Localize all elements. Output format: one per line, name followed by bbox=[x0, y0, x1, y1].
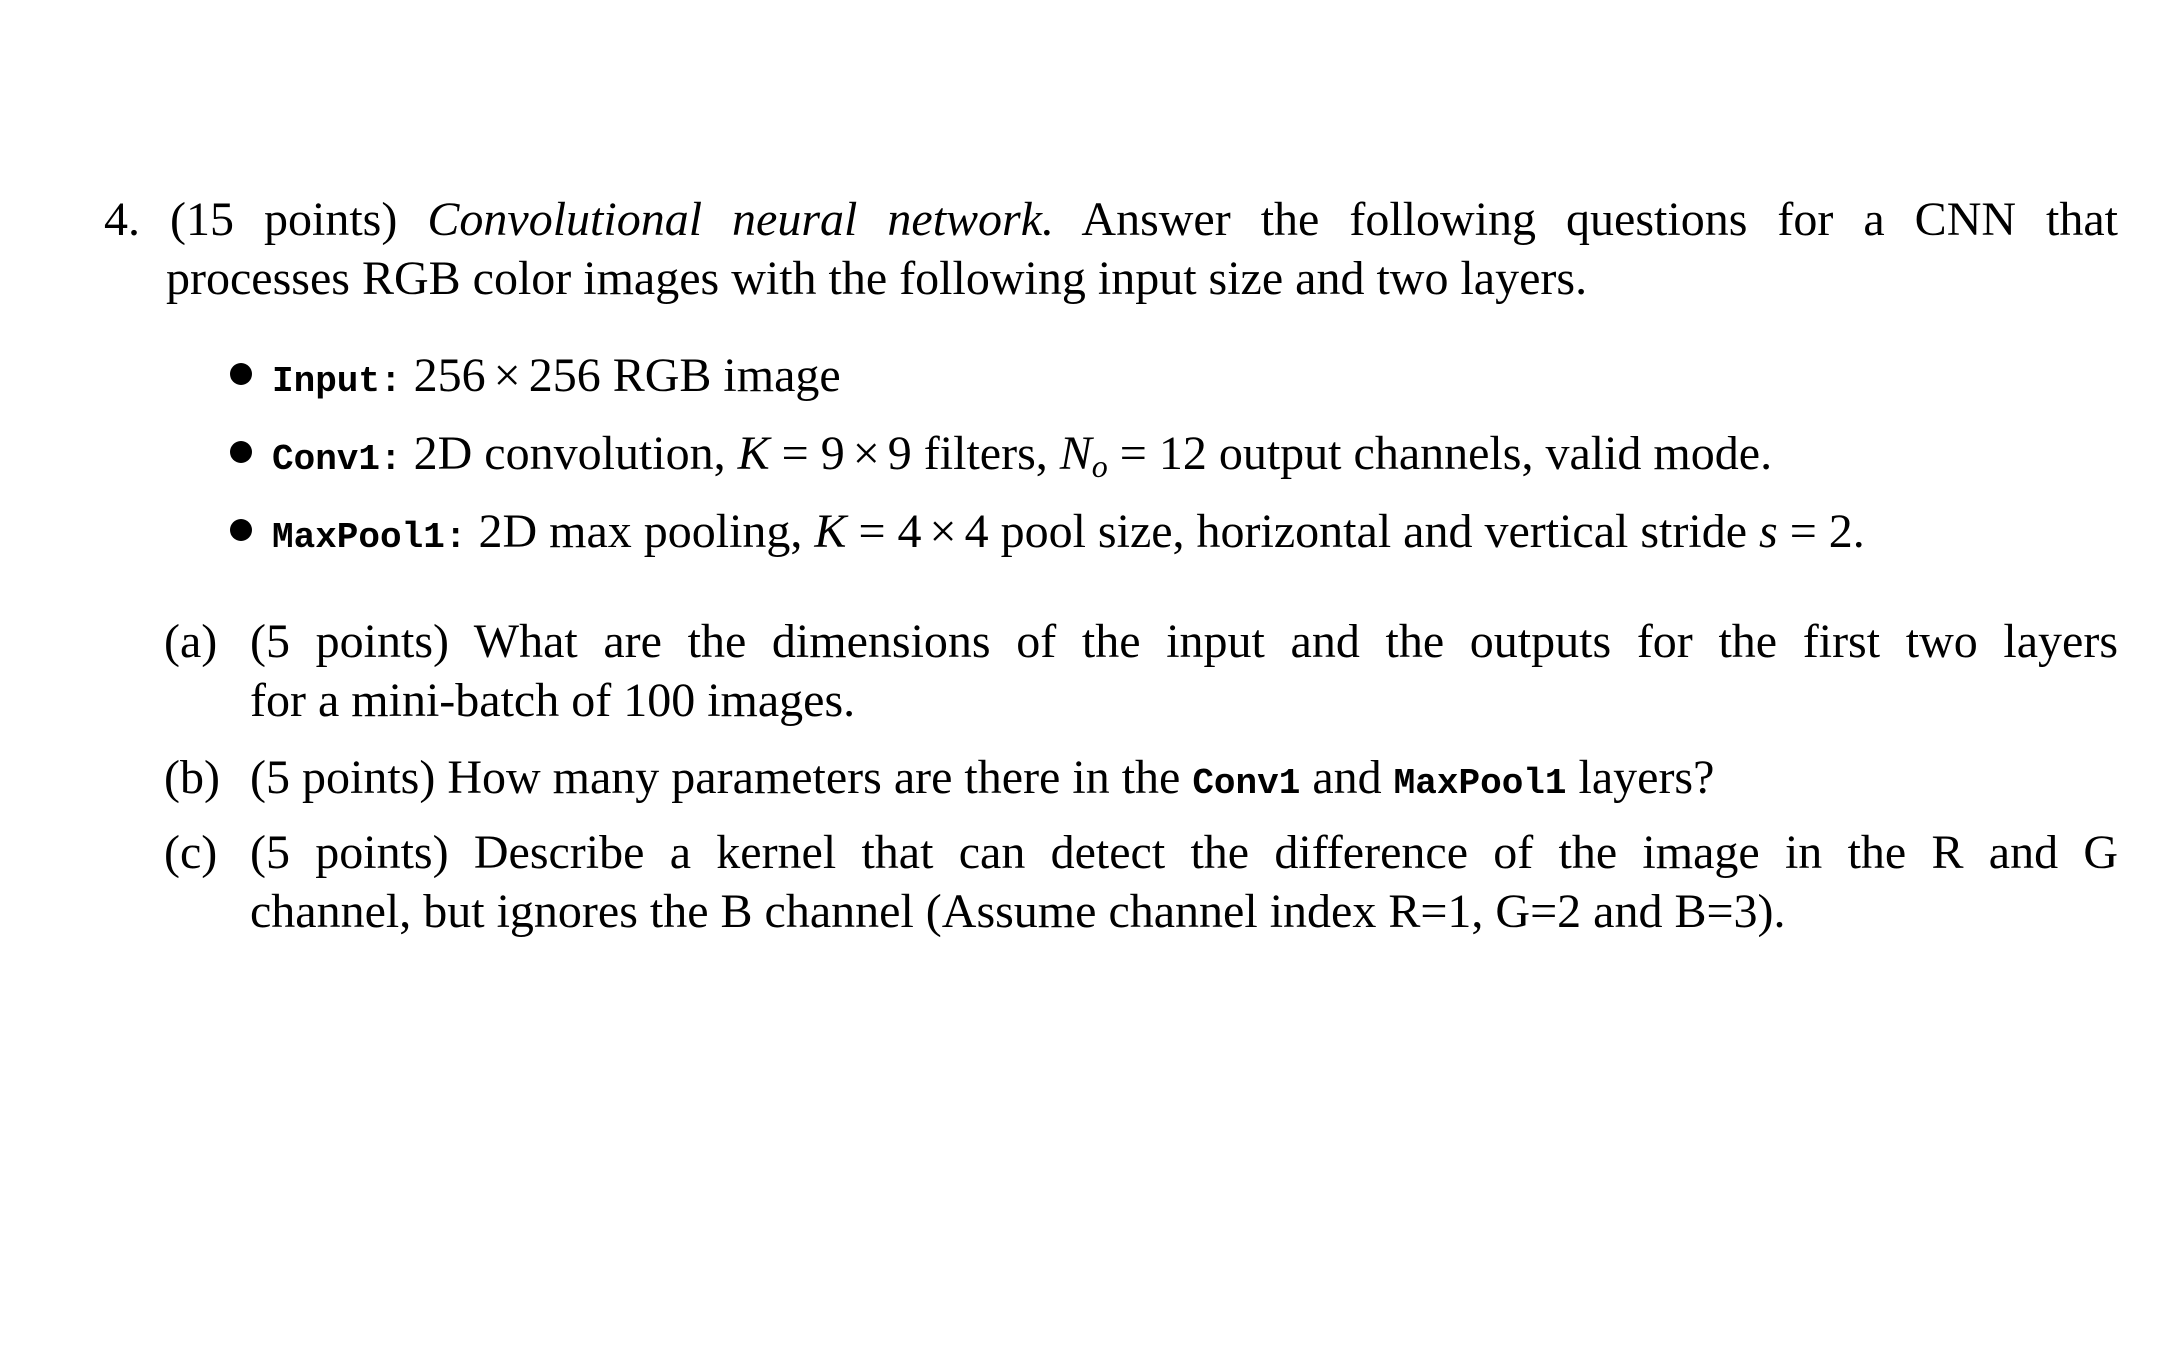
equals-symbol: = bbox=[1119, 427, 1147, 480]
input-size-a: 256 bbox=[413, 349, 486, 402]
equals-symbol: = bbox=[781, 427, 809, 480]
part-a-line2: for a mini-batch of 100 images. bbox=[250, 674, 856, 727]
maxpool1-desc: 2D max pooling, bbox=[478, 505, 803, 558]
var-k: K bbox=[814, 505, 847, 558]
question-header-line2: processes RGB color images with the following input size and two layers. bbox=[166, 252, 1588, 305]
part-b-code-conv1: Conv1 bbox=[1192, 763, 1301, 804]
part-b-mid: and bbox=[1312, 751, 1382, 804]
input-size-b: 256 RGB image bbox=[528, 349, 841, 402]
var-n: N bbox=[1059, 427, 1092, 480]
part-b-pre: (5 points) How many parameters are there in the bbox=[250, 751, 1181, 804]
conv1-size-b: 9 filters, bbox=[887, 427, 1048, 480]
equals-symbol: = bbox=[858, 505, 886, 558]
question-header-line1 bbox=[104, 193, 2119, 246]
part-a-label: (a) bbox=[164, 615, 218, 668]
part-c-line1: (5 points) Describe a kernel that can detect the difference of the image in the R and G bbox=[250, 826, 2118, 879]
part-c-label: (c) bbox=[164, 826, 218, 879]
conv1-size-a: 9 bbox=[820, 427, 845, 480]
part-c-line2: channel, but ignores the B channel (Assume channel index R=1, G=2 and B=3). bbox=[250, 885, 1786, 938]
layer-name-input: Input: bbox=[272, 361, 402, 402]
layer-name-maxpool1: MaxPool1: bbox=[272, 517, 467, 558]
question-topic: Convolutional neural network. bbox=[427, 193, 1055, 246]
bullet-icon bbox=[230, 441, 252, 463]
bullet-icon bbox=[230, 519, 252, 541]
conv1-desc: 2D convolution, bbox=[413, 427, 726, 480]
layer-item-conv1 bbox=[272, 427, 1773, 484]
times-symbol: × bbox=[493, 349, 521, 402]
var-s: s bbox=[1759, 505, 1778, 558]
part-b-text bbox=[250, 751, 1715, 804]
bullet-icon bbox=[230, 363, 252, 385]
maxpool1-stride: 2. bbox=[1828, 505, 1865, 558]
maxpool1-size-a: 4 bbox=[897, 505, 922, 558]
layer-item-input bbox=[272, 349, 841, 402]
layer-item-maxpool1 bbox=[272, 505, 1865, 558]
times-symbol: × bbox=[929, 505, 957, 558]
times-symbol: × bbox=[852, 427, 880, 480]
question-points: (15 points) bbox=[170, 193, 398, 246]
layer-name-conv1: Conv1: bbox=[272, 439, 402, 480]
part-b-code-maxpool1: MaxPool1 bbox=[1393, 763, 1567, 804]
maxpool1-size-b: 4 pool size, horizontal and vertical stride bbox=[964, 505, 1748, 558]
question-number: 4. bbox=[104, 193, 140, 246]
part-b-label: (b) bbox=[164, 751, 220, 804]
part-a-line1: (5 points) What are the dimensions of the input and the outputs for the first two layers bbox=[250, 615, 2118, 668]
part-b-post: layers? bbox=[1578, 751, 1715, 804]
question-intro: Answer the following questions for a CNN that bbox=[1081, 193, 2119, 246]
equals-symbol: = bbox=[1789, 505, 1817, 558]
var-k: K bbox=[737, 427, 770, 480]
conv1-channels: 12 output channels, valid mode. bbox=[1158, 427, 1773, 480]
var-n-subscript: o bbox=[1091, 448, 1108, 484]
